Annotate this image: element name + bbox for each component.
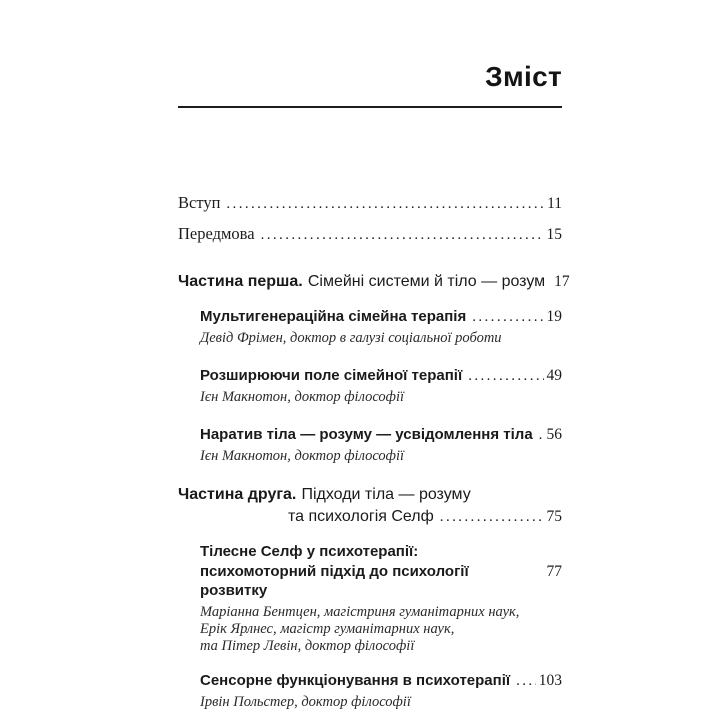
- chapter-author: Ерік Ярлнес, магістр гуманітарних наук,: [200, 621, 455, 637]
- part-title-row-continued: [288, 507, 562, 527]
- chapter-title: Розширюючи поле сімейної терапії: [200, 367, 463, 384]
- chapter-author: Ієн Макнотон, доктор філософії: [200, 448, 405, 464]
- contents-body: [178, 60, 570, 711]
- page-number: 49: [546, 367, 562, 384]
- chapter-author: Девід Фрімен, доктор в галузі соціальної роботи: [200, 330, 502, 346]
- part-title-row: [178, 485, 562, 505]
- part-title: Сімейні системи й тіло — розум: [307, 273, 546, 290]
- chapter-author: Ірвін Польстер, доктор філософії: [200, 694, 411, 710]
- toc-part-1: [178, 272, 570, 292]
- page-number: 15: [546, 226, 562, 243]
- toc-entry-vstup: [178, 193, 562, 214]
- chapter-title-line1: Тілесне Селф у психотерапії:: [200, 543, 419, 560]
- part-title-continued: та психологія Селф: [288, 508, 434, 525]
- toc-chapter-3: [200, 425, 562, 465]
- toc-chapter-4: [200, 542, 562, 655]
- chapter-title-row: [200, 425, 562, 445]
- chapter-title: Сенсорне функціонування в психотерапії: [200, 672, 511, 689]
- part-label: Частина друга.: [178, 486, 297, 503]
- chapter-title-row: [200, 307, 562, 327]
- chapter-title-row: [200, 671, 562, 691]
- toc-chapter-5: [200, 671, 562, 711]
- dot-leader: [440, 507, 544, 527]
- dot-leader: [539, 426, 544, 445]
- toc-entry-label: Передмова: [178, 224, 255, 243]
- page-number: 11: [547, 195, 562, 212]
- chapter-author: та Пітер Левін, доктор філософії: [200, 638, 415, 654]
- dot-leader: [472, 308, 543, 327]
- toc-entry-peredmova: [178, 224, 562, 245]
- dot-leader: [468, 367, 543, 386]
- page-number: 17: [554, 273, 570, 290]
- part-title: Підходи тіла — розуму: [301, 486, 471, 503]
- part-label: Частина перша.: [178, 273, 303, 290]
- chapter-title-row: [200, 366, 562, 386]
- dot-leader: [226, 194, 544, 214]
- toc-entry-label: Вступ: [178, 193, 221, 212]
- dot-leader: [516, 672, 536, 691]
- chapter-title: Мультигенераційна сімейна терапія: [200, 308, 467, 325]
- chapter-author: Ієн Макнотон, доктор філософії: [200, 389, 405, 405]
- dot-leader: [261, 225, 544, 245]
- page-number: 75: [546, 508, 562, 525]
- page-title: Зміст: [485, 61, 562, 92]
- page-number: 56: [546, 426, 562, 443]
- title-rule: [178, 106, 562, 108]
- page-number: 103: [538, 672, 562, 689]
- chapter-author: Маріанна Бентцен, магістриня гуманітарних наук,: [200, 604, 520, 620]
- page-number: 19: [546, 308, 562, 325]
- page-number: 77: [546, 563, 562, 580]
- chapter-title-line2: психомоторний підхід до психології розвитку: [200, 563, 469, 599]
- toc-chapter-1: [200, 307, 562, 347]
- chapter-title-row: [200, 562, 562, 600]
- toc-part-2: [178, 485, 562, 527]
- chapter-title: Наратив тіла — розуму — усвідомлення тіла: [200, 426, 533, 443]
- toc-chapter-2: [200, 366, 562, 406]
